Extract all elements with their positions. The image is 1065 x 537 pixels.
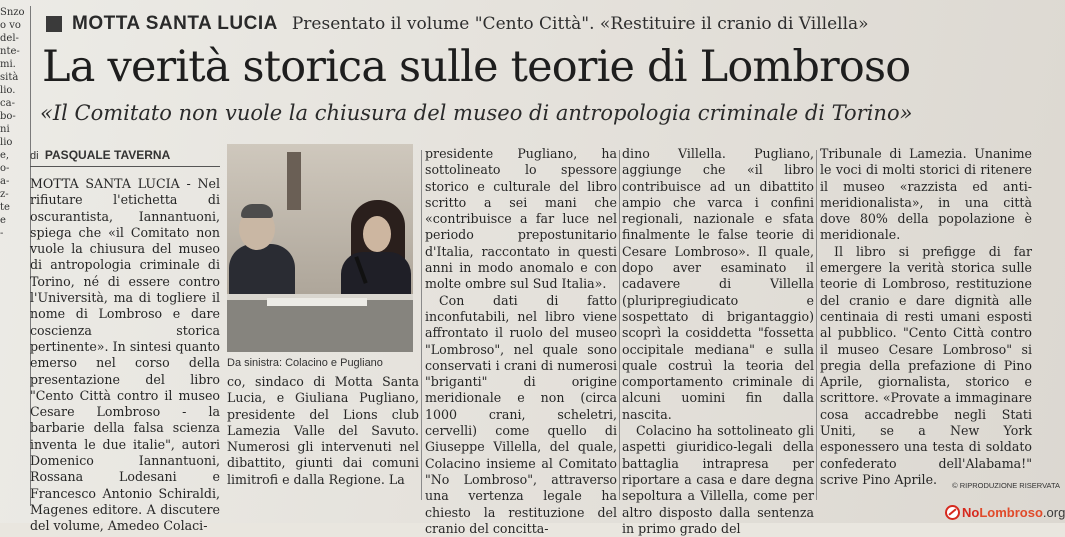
prev-line: e [0, 215, 6, 226]
article-column-3 [425, 146, 617, 537]
prev-line: a- [0, 176, 10, 187]
article-paragraph: presidente Pugliano, ha sottolineato lo spessore storico e culturale del libro scritto a sei mani che «contribuisce a far luce nel periodo prepostunitario d'Italia, raccontato in questi anni in modo anomalo e con molte ombre sul Sud Italia». [425, 146, 617, 292]
photo-banner [287, 152, 301, 210]
black-square-icon [46, 16, 62, 32]
byline-prefix: di [30, 150, 39, 162]
watermark-part-2: Lombroso [979, 504, 1043, 520]
prev-line: mi. [0, 59, 16, 70]
headline: La verità storica sulle teorie di Lombroso [42, 42, 911, 92]
kicker-text: Presentato il volume "Cento Città". «Restituire il cranio di Villella» [291, 14, 869, 34]
kicker-place: MOTTA SANTA LUCIA [72, 13, 278, 34]
prev-line: o- [0, 163, 10, 174]
photo-caption: Da sinistra: Colacino e Pugliano [227, 357, 383, 369]
subtitle: «Il Comitato non vuole la chiusura del museo di antropologia criminale di Torino» [40, 101, 913, 125]
prev-line: bo- [0, 111, 16, 122]
byline [30, 146, 220, 167]
watermark-part-1: No [962, 504, 980, 520]
prev-line: lio. [0, 85, 16, 96]
prev-line: sità [0, 72, 19, 83]
article-column-5 [820, 146, 1032, 488]
prev-line: o vo [0, 20, 21, 31]
article-column-2 [227, 374, 419, 488]
column-divider [816, 150, 817, 500]
no-sign-icon [945, 505, 960, 520]
article-column-4 [622, 146, 814, 537]
previous-article-column [0, 6, 26, 486]
photo-papers [267, 298, 367, 306]
photo-woman-face [363, 216, 391, 252]
article-paragraph: Tribunale di Lamezia. Unanime le voci di molti storici di ritenere il museo «razzista ed anti-meridionalista», in una città dove 80% della popolazione è meridionale. [820, 146, 1032, 243]
prev-line: ca- [0, 98, 15, 109]
prev-line: nte- [0, 46, 20, 57]
prev-line: del- [0, 33, 19, 44]
article-paragraph: Colacino ha sottolineato gli aspetti giuridico-legali della battaglia intrapresa per riportare a casa e dare degna sepoltura a Villella, come per altro disposto dalla sentenza in primo grado del [622, 423, 814, 536]
article-paragraph: Con dati di fatto inconfutabili, nel libro viene affrontato il ruolo del museo "Lombroso", nel quale sono conservati i crani di numerosi "briganti" di origine meridionale e non (circa 1000 crani, scheletri, cervelli) come quello di Giuseppe Villella, del quale, Colacino insieme al Comitato "No Lombroso", attraverso una vertenza legale ha chiesto la restituzione del cranio del concitta- [425, 292, 617, 536]
article-paragraph: co, sindaco di Motta Santa Lucia, e Giuliana Pugliano, presidente del Lions club Lamezia Valle del Savuto. Numerosi gli intervenuti nel dibattito, giunti dai comuni limitrofi e dalla Regione. La [227, 374, 419, 487]
column-divider [619, 150, 620, 500]
copyright-notice: © RIPRODUZIONE RISERVATA [952, 481, 1060, 490]
photo-man-hair [241, 204, 273, 218]
prev-line: te [0, 202, 10, 213]
watermark-part-3: .org [1042, 504, 1065, 520]
kicker-line [46, 10, 1056, 38]
prev-line: z- [0, 189, 9, 200]
prev-line: e, [0, 150, 10, 161]
prev-line: - [0, 228, 4, 239]
article-paragraph: dino Villella. Pugliano, aggiunge che «il libro contribuisce ad un dibattito ampio che varca i confini regionali, nazionale e sfata finalmente le false teorie di Cesare Lombroso». Il quale, dopo aver esaminato il cadavere di Villella (pluripregiudicato e sospettato di brigantaggio) scoprì la cosiddetta "fossetta occipitale mediana" e sulla quale costruì la teoria del comportamento criminale di alcuni uomini fin dalla nascita. [622, 146, 814, 422]
byline-author: PASQUALE TAVERNA [44, 148, 171, 162]
column-divider [421, 150, 422, 500]
article-paragraph: MOTTA SANTA LUCIA - Nel rifiutare l'etichetta di oscurantista, Iannantuoni, spiega che «il Comitato non vuole la chiusura del museo di antropologia criminale di Torino, né di essere contro l'Università, ma di togliere il nome di Lombroso e dare coscienza storica pertinente». In sintesi quanto emerso nel corso della presentazione del libro "Cento Città contro il museo Cesare Lombroso - la barbarie della falsa scienza inventa le due italie", autori Domenico Iannantuoni, Rossana Lodesani e Francesco Antonio Schiraldi, Magenes editore. A discutere del volume, Amedeo Colaci- [30, 176, 220, 534]
site-watermark [945, 503, 1065, 521]
prev-line: Snzo [0, 7, 25, 18]
article-photo [227, 144, 413, 352]
prev-line: lio [0, 137, 13, 148]
article-paragraph: Il libro si prefigge di far emergere la verità storica sulle teorie di Lombroso, restituzione del cranio e dare dignità alle centinaia di resti umani esposti al pubblico. "Cento Città contro il museo Cesare Lombroso" si pregia della prefazione di Pino Aprile, giornalista, storico e scrittore. «Provate a immaginare cosa accadrebbe negli Stati Uniti, se a New York esponessero una testa di soldato confederato dell'Alabama!" scrive Pino Aprile. [820, 243, 1032, 487]
article-column-1 [30, 176, 220, 535]
prev-line: ni [0, 124, 10, 135]
